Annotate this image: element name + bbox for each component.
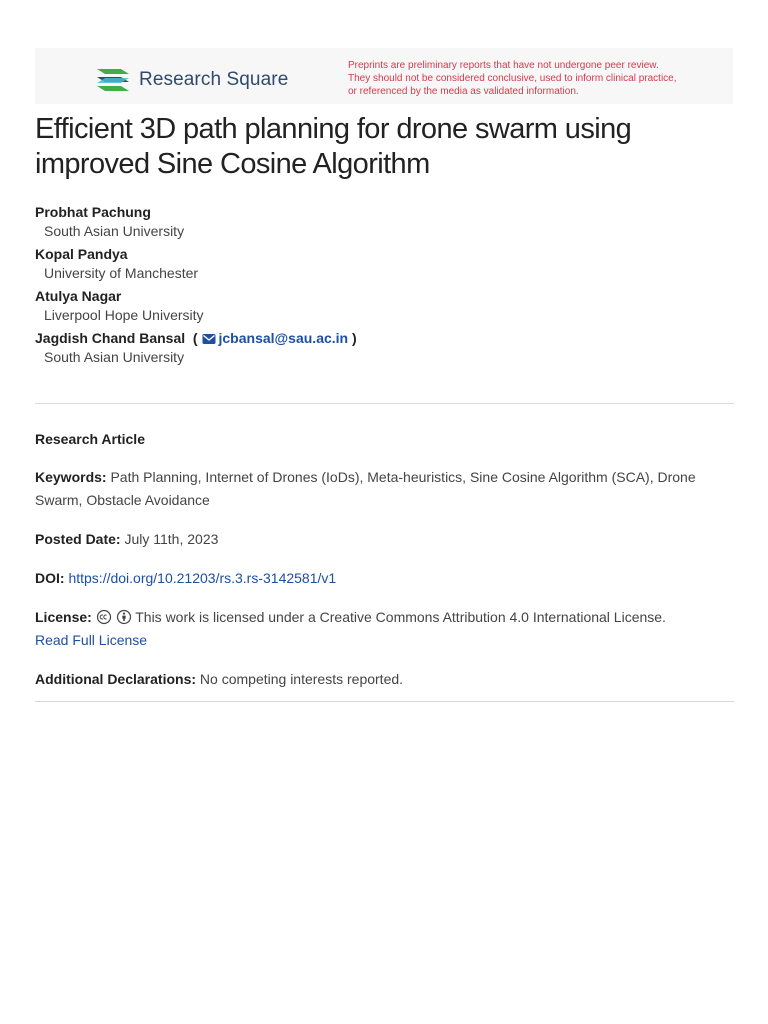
disclaimer-line: or referenced by the media as validated information. bbox=[348, 86, 579, 97]
email-open-paren: ( bbox=[189, 330, 198, 346]
attribution-icon bbox=[116, 609, 132, 625]
author-affiliation: Liverpool Hope University bbox=[44, 307, 204, 323]
article-type-label: Research Article bbox=[35, 431, 145, 447]
keywords-value: Path Planning, Internet of Drones (IoDs), Meta-heuristics, Sine Cosine Algorithm (SCA), Drone Swarm, Obstacle Avoidance bbox=[35, 469, 696, 508]
envelope-icon bbox=[202, 333, 216, 345]
divider bbox=[35, 403, 734, 404]
disclaimer-line: They should not be considered conclusive, used to inform clinical practice, bbox=[348, 73, 677, 84]
doi-link[interactable]: https://doi.org/10.21203/rs.3.rs-3142581/v1 bbox=[68, 570, 337, 586]
posted-date-label: Posted Date: bbox=[35, 531, 121, 547]
author-affiliation: South Asian University bbox=[44, 349, 185, 365]
author-name: Probhat Pachung bbox=[35, 204, 151, 220]
declarations-label: Additional Declarations: bbox=[35, 671, 197, 687]
disclaimer-line: Preprints are preliminary reports that have not undergone peer review. bbox=[348, 60, 659, 71]
license-text: This work is licensed under a Creative Commons Attribution 4.0 International License. bbox=[135, 609, 666, 625]
author-entry bbox=[35, 287, 735, 325]
keywords-field bbox=[35, 466, 735, 512]
read-license-link[interactable]: Read Full License bbox=[35, 632, 148, 648]
author-affiliation: University of Manchester bbox=[44, 265, 199, 281]
doi-field bbox=[35, 567, 735, 590]
posted-date-value: July 11th, 2023 bbox=[124, 531, 219, 547]
author-name: Jagdish Chand Bansal bbox=[35, 330, 186, 346]
declarations-field bbox=[35, 668, 735, 691]
research-square-logo-icon bbox=[95, 65, 131, 95]
logo-text: Research Square bbox=[139, 69, 289, 90]
email-close-paren: ) bbox=[352, 330, 357, 346]
author-list bbox=[35, 203, 735, 371]
author-name: Kopal Pandya bbox=[35, 246, 128, 262]
research-square-logo[interactable] bbox=[95, 65, 288, 95]
divider bbox=[35, 701, 734, 702]
license-label: License: bbox=[35, 609, 92, 625]
posted-date-field bbox=[35, 528, 735, 551]
preprint-disclaimer bbox=[348, 59, 718, 98]
creative-commons-icon bbox=[96, 609, 112, 625]
author-email: jcbansal@sau.ac.in bbox=[218, 330, 349, 346]
author-email-link[interactable] bbox=[202, 330, 353, 346]
declarations-value: No competing interests reported. bbox=[199, 671, 404, 687]
title-line-2: improved Sine Cosine Algorithm bbox=[35, 148, 430, 180]
keywords-label: Keywords: bbox=[35, 469, 107, 485]
license-field bbox=[35, 606, 735, 652]
author-entry bbox=[35, 203, 735, 241]
author-name: Atulya Nagar bbox=[35, 288, 122, 304]
author-entry-corresponding bbox=[35, 329, 735, 367]
article-type bbox=[35, 428, 735, 451]
author-affiliation: South Asian University bbox=[44, 223, 185, 239]
author-entry bbox=[35, 245, 735, 283]
preprint-banner bbox=[35, 48, 733, 104]
author-name-line bbox=[35, 329, 735, 347]
page-title bbox=[35, 112, 735, 182]
doi-label: DOI: bbox=[35, 570, 65, 586]
title-line-1: Efficient 3D path planning for drone swarm using bbox=[35, 113, 632, 145]
